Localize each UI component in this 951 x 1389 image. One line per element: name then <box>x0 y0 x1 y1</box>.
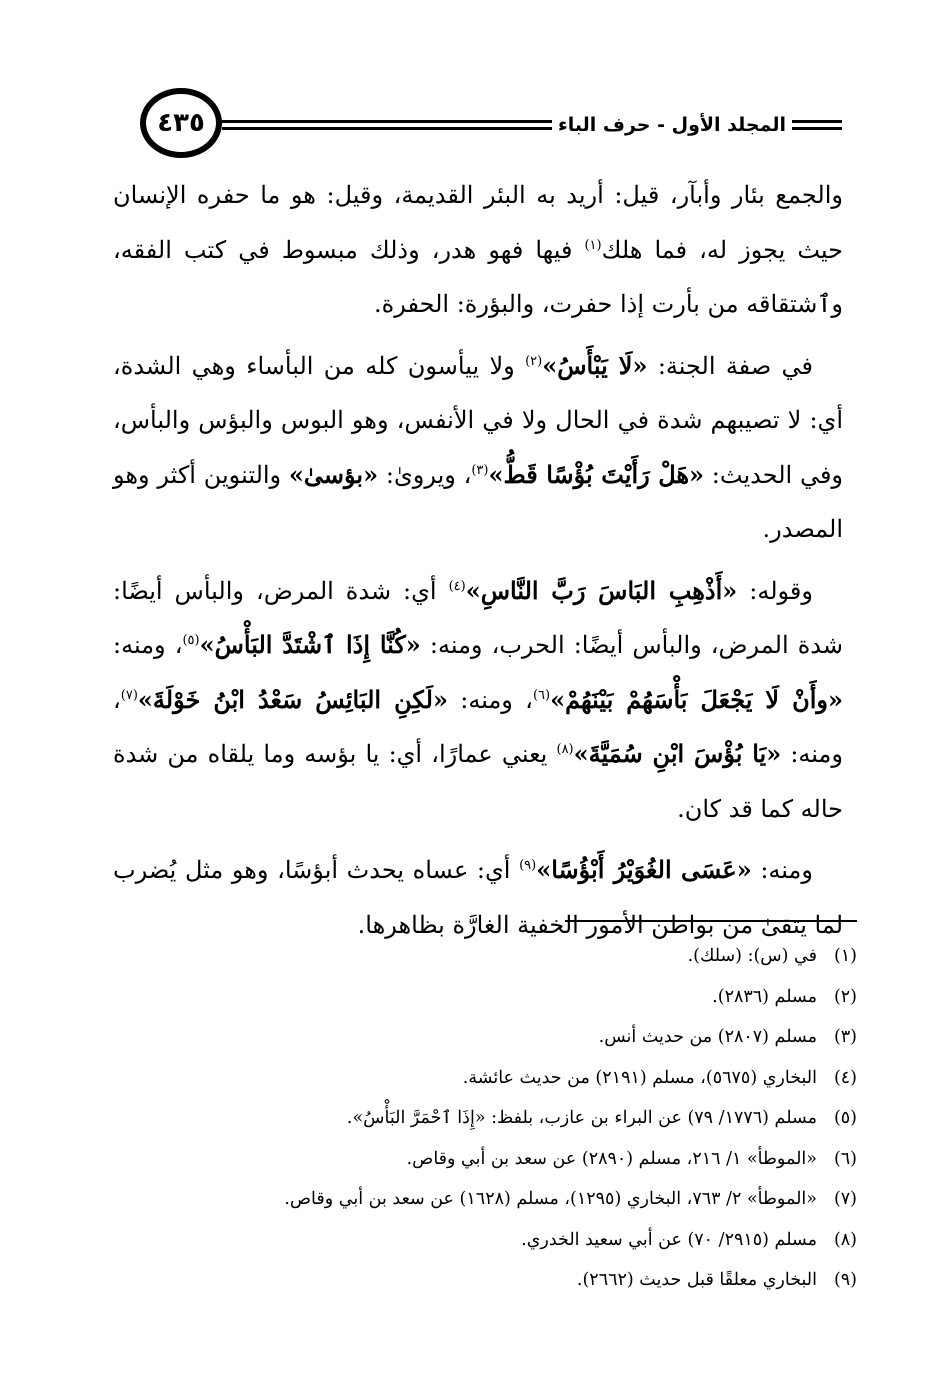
quotation: «بؤسىٰ» <box>288 459 379 489</box>
footnote-number: (٦) <box>833 1148 857 1169</box>
page-header <box>112 88 842 164</box>
footnote-ref: (٩) <box>519 858 537 873</box>
text-run: والجمع بئار وأبآر، قيل: أريد به البئر القديمة، وقيل: هو ما حفره الإنسان حيث يجوز له، فما هلك <box>113 181 843 264</box>
text-run: ، ومنه: <box>113 631 183 659</box>
paragraph <box>113 339 843 557</box>
paragraph <box>113 564 843 837</box>
footnote <box>97 977 857 1018</box>
text-run: يعني عمارًا، أي: يا بؤسه وما يلقاه من شدة حاله كما قد كان. <box>113 740 843 823</box>
quotation: «يَا بُؤْسَ ابْنِ سُمَيَّةَ» <box>573 739 782 768</box>
footnote <box>97 1058 857 1099</box>
footnote-number: (٥) <box>833 1108 857 1128</box>
footnote-number: (٢) <box>833 986 857 1007</box>
text-run: ولا ييأسون كله من البأساء وهي الشدة، أي: لا تصيبهم شدة في الحال ولا في الأنفس، وهو البوس والبؤس والبأس، وفي الحديث: <box>113 351 844 489</box>
text-run: فيها فهو هدر، وذلك مبسوط في كتب الفقه، وٱشتقاقه من بأرت إذا حفرت، والبؤرة: الحفرة. <box>113 235 843 318</box>
quotation: «لَكِنِ البَائِسُ سَعْدُ ابْنُ خَوْلَةَ» <box>137 684 448 714</box>
footnote-text: البخاري معلقًا قبل حديث (٢٦٦٢). <box>576 1270 817 1290</box>
footnote-text: «الموطأ» ٢/ ٧٦٣، البخاري (١٢٩٥)، مسلم (١٦٢٨) عن سعد بن أبي وقاص. <box>284 1189 817 1209</box>
footnote-ref: (٥) <box>182 633 200 648</box>
footnote-ref: (٤) <box>448 578 466 594</box>
footnote-number: (٨) <box>833 1229 857 1250</box>
running-title: المجلد الأول - حرف الباء <box>552 114 792 136</box>
footnote-ref: (٣) <box>471 462 489 478</box>
footnote <box>97 1017 857 1058</box>
text-run: ، ومنه: <box>447 685 533 714</box>
footnote-text: في (س): (سلك). <box>687 946 817 966</box>
text-run: والتنوين أكثر وهو المصدر. <box>113 460 843 543</box>
footnote-ref: (١) <box>584 237 602 253</box>
footnote-number: (١) <box>833 946 857 966</box>
footnote-ref: (٢) <box>525 353 543 369</box>
footnote-text: «الموطأ» ١/ ٢١٦، مسلم (٢٨٩٠) عن سعد بن أبي وقاص. <box>406 1148 817 1169</box>
paragraph <box>113 168 843 332</box>
footnote-separator <box>565 920 857 922</box>
quotation: «عَسَى الغُوَيْرُ أَبْؤُسًا» <box>536 855 752 884</box>
quotation: «هَلْ رَأَيْتَ بُؤْسًا قَطُّ» <box>488 459 705 489</box>
footnote <box>97 1260 857 1301</box>
footnote-text: مسلم (١٧٧٦/ ٧٩) عن البراء بن عازب، بلفظ: «إِذَا ٱحْمَرَّ البَأْسُ». <box>346 1108 817 1128</box>
footnote-text: مسلم (٢٨٠٧) من حديث أنس. <box>598 1027 817 1047</box>
text-run: في صفة الجنة: <box>647 351 814 380</box>
footnote <box>97 936 857 977</box>
page-number: ٤٣٥ <box>157 108 205 138</box>
footnote-text: البخاري (٥٦٧٥)، مسلم (٢١٩١) من حديث عائشة. <box>462 1067 817 1088</box>
text-run: أي: عساه يحدث أبؤسًا، وهو مثل يُضرب لما يتقىٰ من بواطن الأمور الخفية الغارَّة بظاهرها. <box>113 856 843 939</box>
text-run: ومنه: <box>751 856 813 884</box>
footnote <box>97 1179 857 1220</box>
quotation: «لَا يَبْأَسُ» <box>542 350 648 380</box>
footnotes <box>97 936 857 1301</box>
footnote-text: مسلم (٢٩١٥/ ٧٠) عن أبي سعيد الخدري. <box>521 1229 817 1250</box>
main-text <box>113 168 843 959</box>
footnote-ref: (٦) <box>532 687 551 703</box>
text-run: ، ومنه: <box>113 685 843 768</box>
footnote <box>97 1098 857 1139</box>
page-number-badge <box>140 88 222 158</box>
text-run: وقوله: <box>737 576 813 605</box>
footnote-number: (٤) <box>833 1067 857 1088</box>
footnote-number: (٩) <box>833 1270 857 1290</box>
footnote <box>97 1220 857 1261</box>
footnote-ref: (٧) <box>120 687 138 703</box>
footnote-number: (٣) <box>833 1027 857 1047</box>
footnote-ref: (٨) <box>556 742 574 757</box>
quotation: «وأَنْ لَا يَجْعَلَ بَأْسَهُمْ بَيْنَهُمْ» <box>550 684 843 714</box>
footnote-number: (٧) <box>833 1189 857 1209</box>
quotation: «أَذْهِبِ البَاسَ رَبَّ النَّاسِ» <box>465 575 738 605</box>
text-run: ، ويروىٰ: <box>378 460 472 489</box>
text-run: أي: شدة المرض، والبأس أيضًا: شدة المرض، والبأس أيضًا: الحرب، ومنه: <box>113 576 843 659</box>
footnote <box>97 1139 857 1180</box>
footnote-text: مسلم (٢٨٣٦). <box>712 986 817 1007</box>
quotation: «كُنَّا إِذَا ٱشْتَدَّ البَأْسُ» <box>199 630 421 659</box>
